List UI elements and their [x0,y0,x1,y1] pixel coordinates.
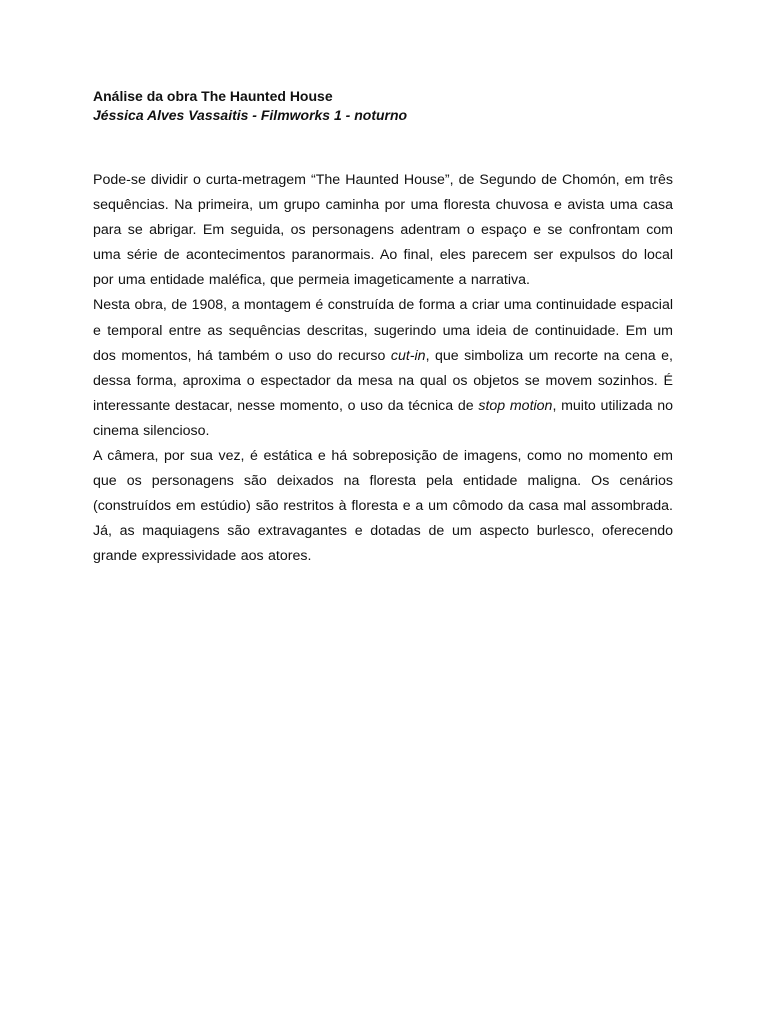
author-line: Jéssica Alves Vassaitis - Filmworks 1 - noturno [93,107,408,123]
paragraph-3: A câmera, por sua vez, é estática e há sobreposição de imagens, como no momento em que os personagens são deixados na floresta pela entidade maligna. Os cenários (construídos em estúdio) são restritos à floresta e a um cômodo da casa mal assombrada. Já, as maquiagens são extravagantes e dotadas de um aspecto burlesco, oferecendo grande expressividade aos atores. [93,448,673,565]
paragraph-2 [93,293,673,444]
paragraph-2-italic-stop-motion: stop motion [478,397,553,414]
document-title: Análise da obra The Haunted House [93,88,333,104]
paragraph-1: Pode-se dividir o curta-metragem “The Haunted House”, de Segundo de Chomón, em três sequências. Na primeira, um grupo caminha por uma floresta chuvosa e avista uma casa para se abrigar. Em seguida, os personagens adentram o espaço e se confrontam com uma série de acontecimentos paranormais. Ao final, eles parecem ser expulsos do local por uma entidade maléfica, que permeia imageticamente a narrativa. [93,172,673,289]
paragraph-2-italic-cut-in: cut-in [390,347,426,364]
paragraph-2-part-3: , muito utilizada no cinema silencioso. [93,397,674,439]
paragraph-2-part-1: Nesta obra, de 1908, a montagem é construída de forma a criar uma continuidade espacial e temporal entre as sequências descritas, sugerindo uma ideia de continuidade. Em um dos momentos, há também o uso do recurso [93,297,673,364]
document-header [93,87,683,125]
document-body [93,168,673,570]
paragraph-2-part-2: , que simboliza um recorte na cena e, dessa forma, aproxima o espectador da mesa na qual os objetos se movem sozinhos. É interessante destacar, nesse momento, o uso da técnica de [93,347,674,414]
